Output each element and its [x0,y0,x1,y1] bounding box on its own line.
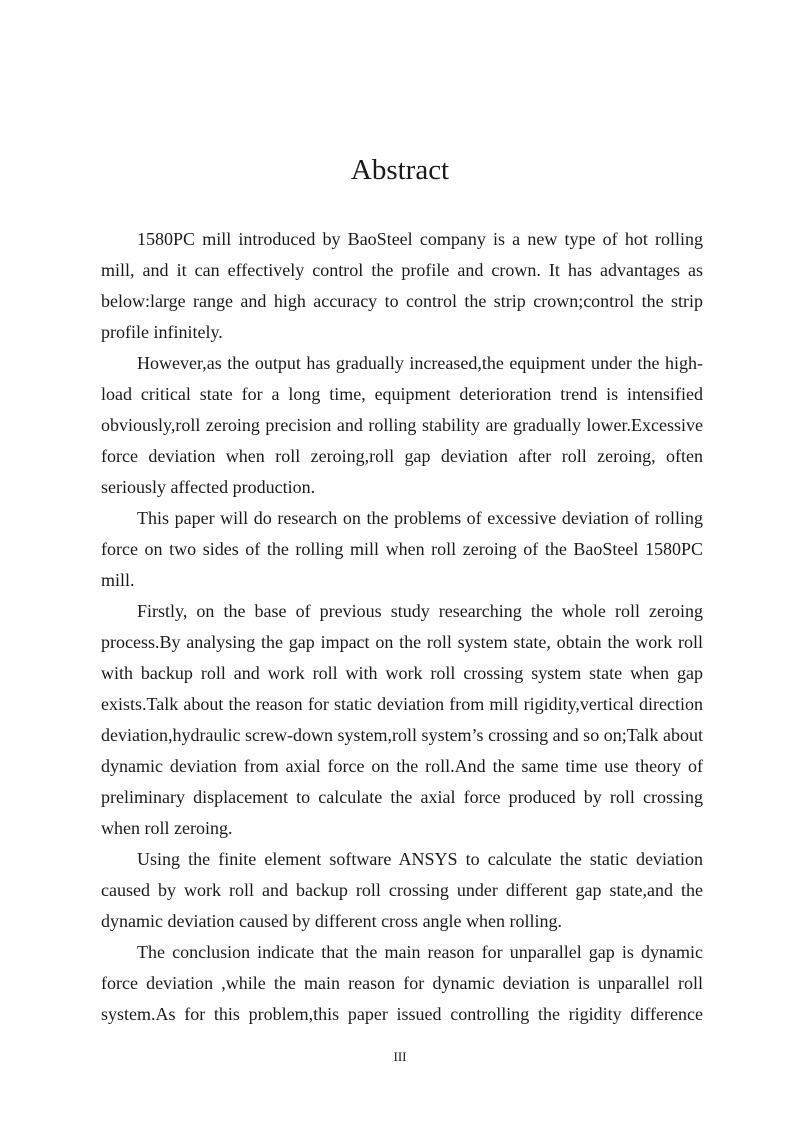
abstract-body [101,224,703,1030]
paragraph: This paper will do research on the problems of excessive deviation of rolling force on two sides of the rolling mill when roll zeroing of the BaoSteel 1580PC mill. [101,508,703,590]
paragraph: Firstly, on the base of previous study researching the whole roll zeroing process.By analysing the gap impact on the roll system state, obtain the work roll with backup roll and work roll with work roll crossing system state when gap exists.Talk about the reason for static deviation from mill rigidity,vertical direction deviation,hydraulic screw-down system,roll system’s crossing and so on;Talk about dynamic deviation from axial force on the roll.And the same time use theory of preliminary displacement to calculate the axial force produced by roll crossing when roll zeroing. [101,601,703,838]
paragraph: The conclusion indicate that the main reason for unparallel gap is dynamic force deviation ,while the main reason for dynamic deviation is unparallel roll system.As for this problem,this paper issued controlling the rigidity difference [101,942,703,1024]
page-title: Abstract [350,154,450,186]
paragraph: 1580PC mill introduced by BaoSteel company is a new type of hot rolling mill, and it can effectively control the profile and crown. It has advantages as below:large range and high accuracy to control the strip crown;control the strip profile infinitely. [101,229,703,342]
paragraph: Using the finite element software ANSYS to calculate the static deviation caused by work roll and backup roll crossing under different gap state,and the dynamic deviation caused by different cross angle when rolling. [101,849,703,931]
paragraph: However,as the output has gradually increased,the equipment under the high-load critical state for a long time, equipment deterioration trend is intensified obviously,roll zeroing precision and rolling stability are gradually lower.Excessive force deviation when roll zeroing,roll gap deviation after roll zeroing, often seriously affected production. [101,353,703,497]
page-number: III [393,1049,407,1064]
